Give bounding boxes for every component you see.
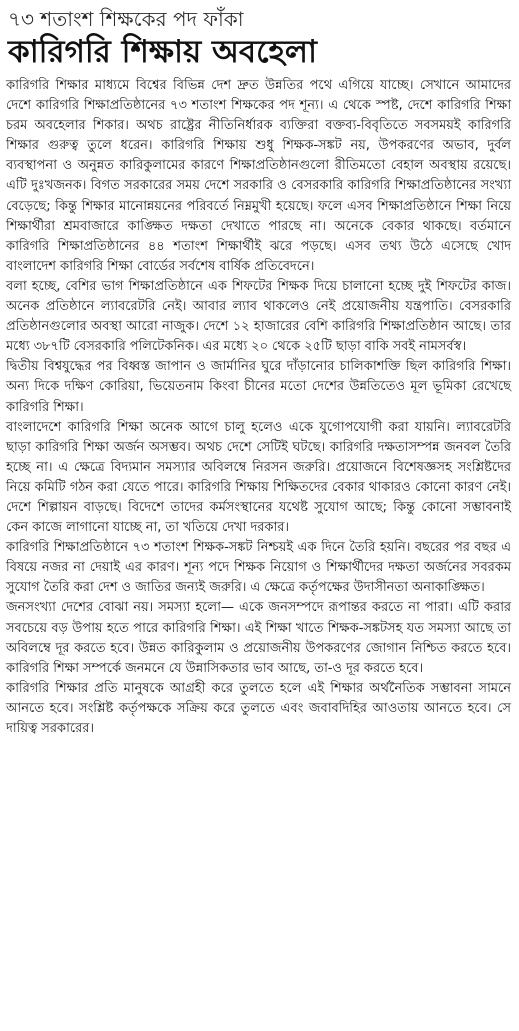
article-paragraph: দ্বিতীয় বিশ্বযুদ্ধের পর বিধ্বস্ত জাপান ও জার্মানির ঘুরে দাঁড়ানোর চালিকাশক্তি ছিল কারিগরি শিক্ষা। অন্য দিকে দক্ষিণ কোরিয়া, ভিয়েতনাম কিংবা চীনের মতো দেশের উন্নতিতেও মূল ভূমিকা রেখেছে কারিগরি শিক্ষা। [6, 359, 511, 415]
article-paragraph: কারিগরি শিক্ষার প্রতি মানুষকে আগ্রহী করে তুলতে হলে এই শিক্ষার অর্থনৈতিক সম্ভাবনা সামনে আনতে হবে। সংশ্লিষ্ট কর্তৃপক্ষকে সক্রিয় করে তুলতে এবং জবাবদিহির আওতায় আনতে হবে। সে দায়িত্ব সরকারের। [6, 680, 511, 736]
article-body [6, 76, 511, 739]
article-headline: কারিগরি শিক্ষায় অবহেলা [8, 34, 317, 70]
article-kicker: ৭৩ শতাংশ শিক্ষকের পদ ফাঁকা [8, 7, 244, 31]
article-paragraph: বাংলাদেশে কারিগরি শিক্ষা অনেক আগে চালু হলেও একে যুগোপযোগী করা যায়নি। ল্যাবরেটরি ছাড়া কারিগরি শিক্ষা অর্জন অসম্ভব। অথচ দেশে সেটিই ঘটছে। কারিগরি দক্ষতাসম্পন্ন জনবল তৈরি হচ্ছে না। এ ক্ষেত্রে বিদ্যমান সমস্যার অবিলম্বে নিরসন জরুরি। প্রয়োজনে বিশেষজ্ঞসহ সংশ্লিষ্টদের নিয়ে কমিটি গঠন করা যেতে পারে। কারিগরি শিক্ষায় শিক্ষিতদের বেকার থাকারও কোনো কারণ নেই। দেশে শিল্পায়ন বাড়ছে। বিদেশে তাদের কর্মসংস্থানের যথেষ্ট সুযোগ আছে; কিন্তু কোনো সম্ভাবনাই কেন কাজে লাগানো যাচ্ছে না, তা খতিয়ে দেখা দরকার। [6, 419, 511, 536]
article-paragraph: কারিগরি শিক্ষার মাধ্যমে বিশ্বের বিভিন্ন দেশ দ্রুত উন্নতির পথে এগিয়ে যাচ্ছে। সেখানে আমাদের দেশে কারিগরি শিক্ষাপ্রতিষ্ঠানের ৭৩ শতাংশ শিক্ষকের পদ শূন্য। এ থেকে স্পষ্ট, দেশে কারিগরি শিক্ষা চরম অবহেলার শিকার। অথচ রাষ্ট্রের নীতিনির্ধারক ব্যক্তিরা বক্তব্য-বিবৃতিতে সবসময়ই কারিগরি শিক্ষার গুরুত্ব তুলে ধরেন। কারিগরি শিক্ষায় শুধু শিক্ষক-সঙ্কট নয়, উপকরণের অভাব, দুর্বল ব্যবস্থাপনা ও অনুন্নত কারিকুলামের কারণে শিক্ষাপ্রতিষ্ঠানগুলো রীতিমতো বেহাল অবস্থায় রয়েছে। এটি দুঃখজনক। বিগত সরকারের সময় দেশে সরকারি ও বেসরকারি কারিগরি শিক্ষাপ্রতিষ্ঠানের সংখ্যা বেড়েছে; কিন্তু শিক্ষার মানোন্নয়নের পরিবর্তে নিম্নমুখী হয়েছে। ফলে এসব শিক্ষাপ্রতিষ্ঠানে শিক্ষা নিয়ে শিক্ষার্থীরা শ্রমবাজারে কাঙ্ক্ষিত দক্ষতা দেখাতে পারছে না। অনেকে বেকার থাকছে। বর্তমানে কারিগরি শিক্ষাপ্রতিষ্ঠানের ৪৪ শতাংশ শিক্ষার্থীই ঝরে পড়ছে। এসব তথ্য উঠে এসেছে খোদ বাংলাদেশ কারিগরি শিক্ষা বোর্ডের সর্বশেষ বার্ষিক প্রতিবেদনে। [6, 78, 511, 274]
article-paragraph: বলা হচ্ছে, বেশির ভাগ শিক্ষাপ্রতিষ্ঠানে এক শিফটের শিক্ষক দিয়ে চালানো হচ্ছে দুই শিফটের কাজ। অনেক প্রতিষ্ঠানে ল্যাবরেটরি নেই। আবার ল্যাব থাকলেও নেই প্রয়োজনীয় যন্ত্রপাতি। বেসরকারি প্রতিষ্ঠানগুলোর অবস্থা আরো নাজুক। দেশে ১২ হাজারের বেশি কারিগরি শিক্ষাপ্রতিষ্ঠান আছে। তার মধ্যে ৩৮৭টি বেসরকারি পলিটেকনিক। এর মধ্যে ২০ থেকে ২৫টি ছাড়া বাকি সবই নামসর্বস্ব। [6, 278, 511, 355]
article-paragraph: কারিগরি শিক্ষাপ্রতিষ্ঠানে ৭৩ শতাংশ শিক্ষক-সঙ্কট নিশ্চয়ই এক দিনে তৈরি হয়নি। বছরের পর বছর এ বিষয়ে নজর না দেয়াই এর কারণ। শূন্য পদে শিক্ষক নিয়োগ ও শিক্ষার্থীদের দক্ষতা অর্জনের সবরকম সুযোগ তৈরি করা দেশ ও জাতির জন্যই জরুরি। এ ক্ষেত্রে কর্তৃপক্ষের উদাসীনতা অনাকাঙ্ক্ষিত। [6, 540, 511, 596]
article-paragraph: জনসংখ্যা দেশের বোঝা নয়। সমস্যা হলো— একে জনসম্পদে রূপান্তর করতে না পারা। এটি করার সবচেয়ে বড় উপায় হতে পারে কারিগরি শিক্ষা। এই শিক্ষা খাতে শিক্ষক-সঙ্কটসহ যত সমস্যা আছে তা অবিলম্বে দূর করতে হবে। উন্নত কারিকুলাম ও প্রয়োজনীয় উপকরণের জোগান নিশ্চিত করতে হবে। কারিগরি শিক্ষা সম্পর্কে জনমনে যে উন্নাসিকতার ভাব আছে, তা-ও দূর করতে হবে। [6, 600, 511, 676]
